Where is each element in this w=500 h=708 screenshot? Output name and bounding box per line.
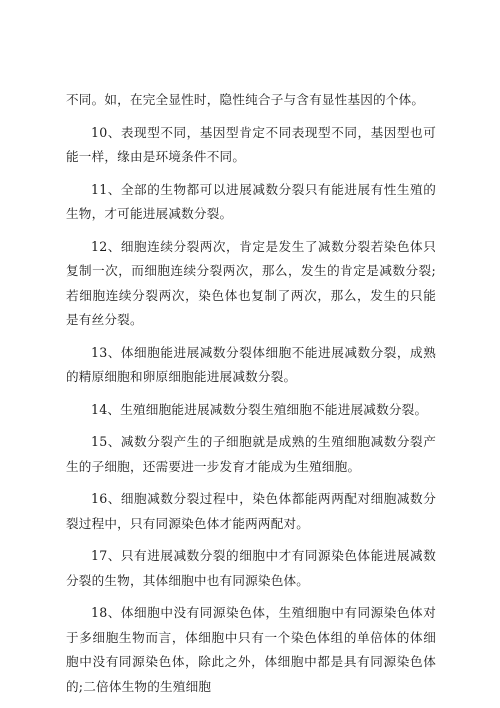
- paragraph-continued: 不同。如，在完全显性时，隐性纯合子与含有显性基因的个体。: [66, 92, 425, 107]
- paragraph-item-13: 13、体细胞能进展减数分裂体细胞不能进展减数分裂，成熟的精原细胞和卵原细胞能进展减数分裂。: [66, 344, 436, 384]
- paragraph-item-12: 12、细胞连续分裂两次，肯定是发生了减数分裂若染色体只复制一次，而细胞连续分裂两次，那么，发生的肯定是减数分裂;若细胞连续分裂两次，染色体也复制了两次，那么，发生的只能是有丝分裂。: [66, 238, 436, 327]
- paragraph-item-18: 18、体细胞中没有同源染色体，生殖细胞中有同源染色体对于多细胞生物而言，体细胞中只有一个染色体组的单倍体的体细胞中没有同源染色体，除此之外，体细胞中都是具有同源染色体的;二倍体生物的生殖细胞: [66, 605, 436, 694]
- paragraph-item-14: 14、生殖细胞能进展减数分裂生殖细胞不能进展减数分裂。: [91, 401, 428, 417]
- paragraph-item-17: 17、只有进展减数分裂的细胞中才有同源染色体能进展减数分裂的生物，其体细胞中也有同源染色体。: [66, 548, 436, 588]
- document-body: [66, 88, 436, 707]
- paragraph-item-16: 16、细胞减数分裂过程中，染色体都能两两配对细胞减数分裂过程中，只有同源染色体才能两两配对。: [66, 491, 436, 531]
- paragraph-item-15: 15、减数分裂产生的子细胞就是成熟的生殖细胞减数分裂产生的子细胞，还需要进一步发育才能成为生殖细胞。: [66, 434, 436, 474]
- paragraph-item-10: 10、表现型不同，基因型肯定不同表现型不同，基因型也可能一样，缘由是环境条件不同。: [66, 124, 436, 164]
- paragraph-item-11: 11、全部的生物都可以进展减数分裂只有能进展有性生殖的生物，才可能进展减数分裂。: [66, 181, 436, 221]
